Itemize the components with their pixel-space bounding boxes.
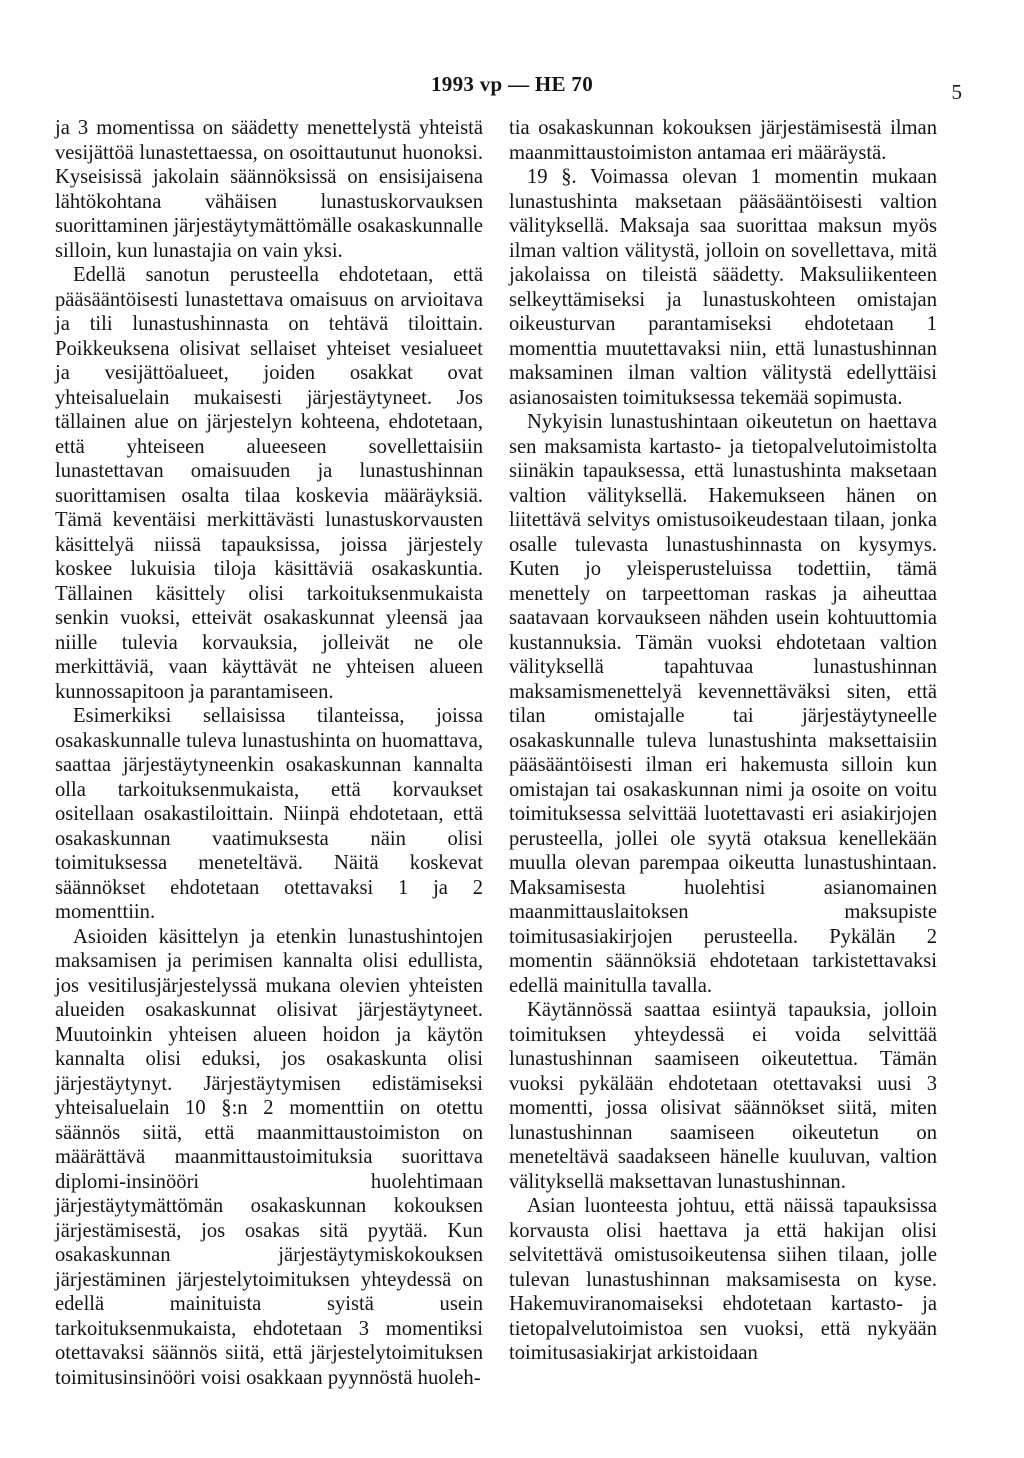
paragraph: Nykyisin lunastushintaan oikeutetun on haettava sen maksamista kartasto- ja tietopalvelutoimistolta siinäkin tapauksessa, että lunastushinta maksetaan valtion välityksellä. Hakemukseen hänen on liitettävä selvitys omistusoikeudestaan tilaan, jonka osalle tulevasta lunastushinnasta on kysymys. Kuten jo yleisperusteluissa todettiin, tämä menettely on tarpeettoman raskas ja aiheuttaa saatavaan korvaukseen nähden usein kohtuuttomia kustannuksia. Tämän vuoksi ehdotetaan valtion välityksellä tapahtuvaa lunastushinnan maksamismenettelyä kevennettäväksi siten, että tilan omistajalle tai järjestäytyneelle osakaskunnalle tuleva lunastushinta maksettaisiin pääsääntöisesti ilman eri hakemusta silloin kun omistajan tai osakaskunnan nimi ja osoite on voitu toimituksessa selvittää luotettavasti eri asiakirjojen perusteella, jollei ole syytä otaksua kenellekään muulla olevan parempaa oikeutta lunastushintaan. Maksamisesta huolehtisi asianomainen maanmittauslaitoksen maksupiste toimitusasiakirjojen perusteella. Pykälän 2 momentin säännöksiä ehdotetaan tarkistettavaksi edellä mainitulla tavalla. xyxy=(509,411,937,997)
paragraph: 19 §. Voimassa olevan 1 momentin mukaan lunastushinta maksetaan pääsääntöisesti valtion välityksellä. Maksaja saa suorittaa maksun myös ilman valtion välitystä, jolloin on sovellettava, mitä jakolaissa on tileistä säädetty. Maksuliikenteen selkeyttämiseksi ja lunastuskohteen omistajan oikeusturvan parantamiseksi ehdotetaan 1 momenttia muutettavaksi niin, että lunastushinnan maksaminen ilman valtion välitystä edellyttäisi asianosaisten toimituksessa tekemää sopimusta. xyxy=(509,166,937,409)
paragraph: Asian luonteesta johtuu, että näissä tapauksissa korvausta olisi haettava ja että hakijan olisi selvitettävä omistusoikeutensa siihen tilaan, jolle tulevan lunastushinnan maksamisesta on kyse. Hakemuviranomaiseksi ehdotetaan kartasto- ja tietopalvelutoimistoa sen vuoksi, että nykyään toimitusasiakirjat arkistoidaan xyxy=(509,1195,937,1364)
paragraph: Esimerkiksi sellaisissa tilanteissa, joissa osakaskunnalle tuleva lunastushinta on huomattava, saattaa järjestäytyneenkin osakaskunnan kannalta olla tarkoituksenmukaista, että korvaukset ositellaan osakastiloittain. Niinpä ehdotetaan, että osakaskunnan vaatimuksesta näin olisi toimituksessa meneteltävä. Näitä koskevat säännökset ehdotetaan otettavaksi 1 ja 2 momenttiin. xyxy=(55,705,483,923)
paragraph: ja 3 momentissa on säädetty menettelystä yhteistä vesijättöä lunastettaessa, on osoittautunut huonoksi. Kyseisissä jakolain säännöksissä on ensisijaisena lähtökohtana vähäisen lunastuskorvauksen suorittaminen järjestäytymättömälle osakaskunnalle silloin, kun lunastajia on vain yksi. xyxy=(55,117,483,262)
right-column xyxy=(509,116,937,1366)
page-header xyxy=(0,72,1024,104)
paragraph: tia osakaskunnan kokouksen järjestämisestä ilman maanmittaustoimiston antamaa eri määräystä. xyxy=(509,117,937,164)
paragraph: Edellä sanotun perusteella ehdotetaan, että pääsääntöisesti lunastettava omaisuus on arvioitava ja tili lunastushinnasta on tehtävä tiloittain. Poikkeuksena olisivat sellaiset yhteiset vesialueet ja vesijättöalueet, joiden osakkat ovat yhteisaluelain mukaisesti järjestäytyneet. Jos tällainen alue on järjestelyn kohteena, ehdotetaan, että yhteiseen alueeseen sovellettaisiin lunastettavan omaisuuden ja lunastushinnan suorittamisen osalta tilaa koskevia määräyksiä. Tämä keventäisi merkittävästi lunastuskorvausten käsittelyä niissä tapauksissa, joissa järjestely koskee lukuisia tiloja käsittäviä osakaskuntia. Tällainen käsittely olisi tarkoituksenmukaista senkin vuoksi, etteivät osakaskunnat yleensä jaa niille tulevia korvauksia, jolleivät ne ole merkittäviä, vaan käyttävät ne yhteisen alueen kunnossapitoon ja parantamiseen. xyxy=(55,264,483,703)
running-title: 1993 vp — HE 70 xyxy=(430,72,594,96)
left-column xyxy=(55,116,483,1390)
page-number: 5 xyxy=(951,80,962,104)
paragraph: Käytännössä saattaa esiintyä tapauksia, jolloin toimituksen yhteydessä ei voida selvittää lunastushinnan saamiseen oikeutettua. Tämän vuoksi pykälään ehdotetaan otettavaksi uusi 3 momentti, jossa olisivat säännökset siitä, miten lunastushinnan saamiseen oikeutetun on meneteltävä saadakseen hänelle kuuluvan, valtion välityksellä maksettavan lunastushinnan. xyxy=(509,999,937,1193)
paragraph: Asioiden käsittelyn ja etenkin lunastushintojen maksamisen ja perimisen kannalta olisi edullista, jos vesitilusjärjestelyssä mukana olevien yhteisten alueiden osakaskunnat olisivat järjestäytyneet. Muutoinkin yhteisen alueen hoidon ja käytön kannalta olisi eduksi, jos osakaskunta olisi järjestäytynyt. Järjestäytymisen edistämiseksi yhteisaluelain 10 §:n 2 momenttiin on otettu säännös siitä, että maanmittaustoimiston on määrättävä maanmittaustoimituksia suorittava diplomi-insinööri huolehtimaan järjestäytymättömän osakaskunnan kokouksen järjestämisestä, jos osakas sitä pyytää. Kun osakaskunnan järjestäytymiskokouksen järjestäminen järjestelytoimituksen yhteydessä on edellä mainituista syistä usein tarkoituksenmukaista, ehdotetaan 3 momentiksi otettavaksi säännös siitä, että järjestelytoimituksen toimitusinsinööri voisi osakkaan pyynnöstä huoleh- xyxy=(55,925,483,1389)
